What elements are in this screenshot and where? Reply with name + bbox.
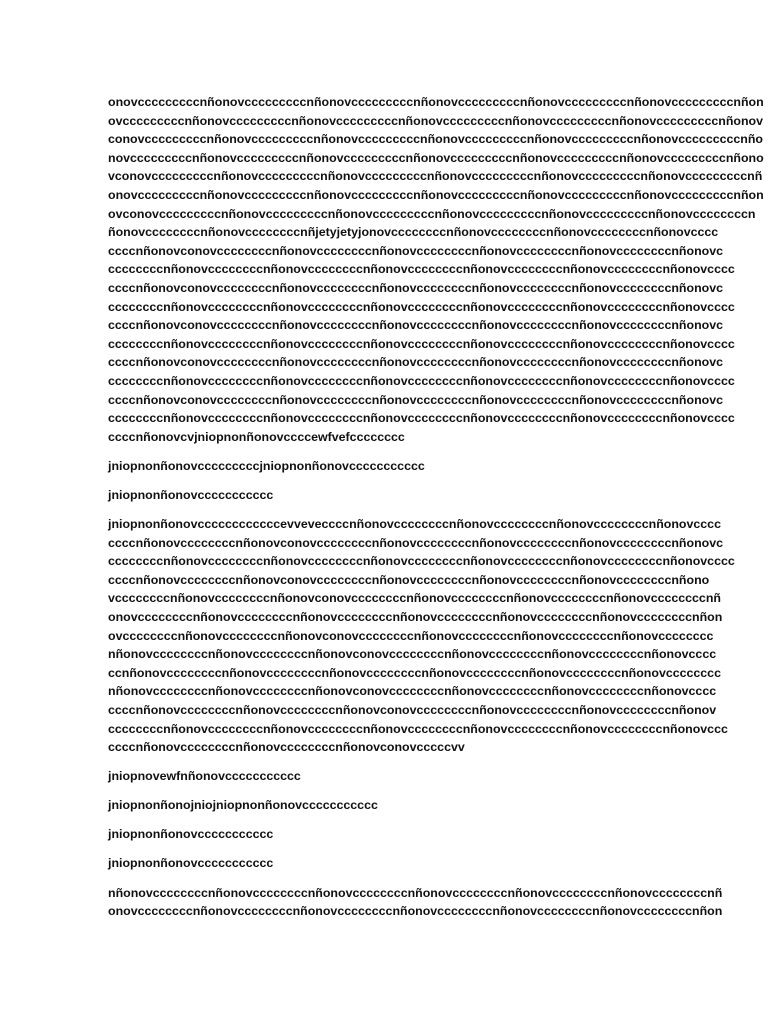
text-line: ccccccccnñonovccccccccnñonovccccccccnñonovccccccccnñonovccccccccnñonovccccccccnñonovcccc [108, 411, 735, 426]
text-line: ccccnñonovcvjniopnonñonovccccewfvefcccccccc [108, 429, 405, 444]
text-line: ñonovccccccccnñonovccccccccnñjetyjetyjonovccccccccnñonovccccccccnñonovccccccccnñonovcccc [108, 225, 719, 240]
text-line: ccccccccnñonovccccccccnñonovccccccccnñonovccccccccnñonovccccccccnñonovccccccccnñonovcccc [108, 336, 735, 351]
paragraph [108, 515, 735, 757]
text-line: ovconovcccccccccnñonovcccccccccnñonovcccccccccnñonovcccccccccnñonovcccccccccnñonovccccccccn [108, 206, 756, 221]
text-line: ccccnñonovccccccccnñonovccccccccnñonovconovcccccvv [108, 740, 465, 755]
text-line: ccccccccnñonovccccccccnñonovccccccccnñonovccccccccnñonovccccccccnñonovccccccccnñonovcccc [108, 373, 735, 388]
text-line: ccccnñonovconovccccccccnñonovccccccccnñonovccccccccnñonovccccccccnñonovccccccccnñonovc [108, 280, 723, 295]
text-line: ccccccccnñonovccccccccnñonovccccccccnñonovccccccccnñonovccccccccnñonovccccccccnñonovccc [108, 721, 728, 736]
text-line: ccccnñonovconovccccccccnñonovccccccccnñonovccccccccnñonovccccccccnñonovccccccccnñonovc [108, 243, 723, 258]
text-line: ccccnñonovccccccccnñonovconovccccccccnñonovccccccccnñonovccccccccnñonovccccccccnñono [108, 572, 710, 587]
text-line: nñonovccccccccnñonovccccccccnñonovconovccccccccnñonovccccccccnñonovccccccccnñonovcccc [108, 684, 717, 699]
text-line: ccccnñonovccccccccnñonovconovccccccccnñonovccccccccnñonovccccccccnñonovccccccccnñonovc [108, 535, 723, 550]
paragraph [108, 93, 764, 446]
text-line: jniopnonñonovccccccccccc [108, 487, 274, 502]
text-line: ovccccccccnñonovccccccccnñonovconovccccccccnñonovccccccccnñonovccccccccnñonovcccccccc [108, 628, 714, 643]
text-line: jniopnonñonovcccccccccjniopnonñonovccccccccccc [108, 458, 425, 473]
text-line: ccccnñonovconovccccccccnñonovccccccccnñonovccccccccnñonovccccccccnñonovccccccccnñonovc [108, 318, 723, 333]
text-line: onovcccccccccnñonovcccccccccnñonovcccccccccnñonovcccccccccnñonovcccccccccnñonovcccccccccnñon [108, 95, 764, 109]
text-line: ccnñonovccccccccnñonovccccccccnñonovccccccccnñonovccccccccnñonovccccccccnñonovcccccccc [108, 665, 721, 680]
text-line: vccccccccnñonovccccccccnñonovconovccccccccnñonovccccccccnñonovccccccccnñonovccccccccnñ [108, 591, 721, 606]
paragraph [108, 457, 660, 476]
document-body [108, 93, 764, 931]
text-line: onovccccccccnñonovccccccccnñonovccccccccnñonovccccccccnñonovccccccccnñonovccccccccnñon [108, 904, 723, 919]
text-line: nñonovccccccccnñonovccccccccnñonovconovccccccccnñonovccccccccnñonovccccccccnñonovcccc [108, 647, 717, 662]
paragraph [108, 854, 660, 873]
text-line: nñonovccccccccnñonovccccccccnñonovccccccccnñonovccccccccnñonovccccccccnñonovccccccccnñ [108, 885, 723, 900]
text-line: conovcccccccccnñonovcccccccccnñonovcccccccccnñonovcccccccccnñonovcccccccccnñonovcccccccccnño [108, 132, 763, 147]
paragraph [108, 796, 660, 815]
text-line: jniopnonñonovccccccccccc [108, 856, 274, 871]
text-line: ccccnñonovconovccccccccnñonovccccccccnñonovccccccccnñonovccccccccnñonovccccccccnñonovc [108, 392, 723, 407]
text-line: ccccnñonovccccccccnñonovccccccccnñonovconovccccccccnñonovccccccccnñonovccccccccnñonov [108, 702, 717, 717]
text-line: ccccccccnñonovccccccccnñonovccccccccnñonovccccccccnñonovccccccccnñonovccccccccnñonovcccc [108, 262, 735, 277]
text-line: jniopnonñonojniojniopnonñonovccccccccccc [108, 798, 378, 813]
text-line: jniopnonñonovccccccccccc [108, 827, 274, 842]
paragraph [108, 825, 660, 844]
text-line: vconovcccccccccnñonovcccccccccnñonovcccccccccnñonovcccccccccnñonovcccccccccnñonovcccccccccnñ [108, 169, 763, 184]
paragraph [108, 486, 660, 505]
text-line: novcccccccccnñonovcccccccccnñonovcccccccccnñonovcccccccccnñonovcccccccccnñonovcccccccccnñono [108, 150, 764, 165]
paragraph [108, 884, 723, 921]
text-line: jniopnonñonovccccccccccccevveveccccnñonovccccccccnñonovccccccccnñonovccccccccnñonovcccc [108, 516, 721, 531]
paragraph [108, 767, 660, 786]
text-line: ovcccccccccnñonovcccccccccnñonovcccccccccnñonovcccccccccnñonovcccccccccnñonovcccccccccnñonov [108, 113, 763, 128]
text-line: onovcccccccccnñonovcccccccccnñonovcccccccccnñonovcccccccccnñonovcccccccccnñonovcccccccccnñon [108, 187, 764, 202]
text-line: ccccccccnñonovccccccccnñonovccccccccnñonovccccccccnñonovccccccccnñonovccccccccnñonovcccc [108, 299, 735, 314]
text-line: ccccccccnñonovccccccccnñonovccccccccnñonovccccccccnñonovccccccccnñonovccccccccnñonovcccc [108, 554, 735, 569]
text-line: onovccccccccnñonovccccccccnñonovccccccccnñonovccccccccnñonovccccccccnñonovccccccccnñon [108, 609, 723, 624]
text-line: jniopnovewfnñonovccccccccccc [108, 769, 301, 784]
text-line: ccccnñonovconovccccccccnñonovccccccccnñonovccccccccnñonovccccccccnñonovccccccccnñonovc [108, 355, 723, 370]
